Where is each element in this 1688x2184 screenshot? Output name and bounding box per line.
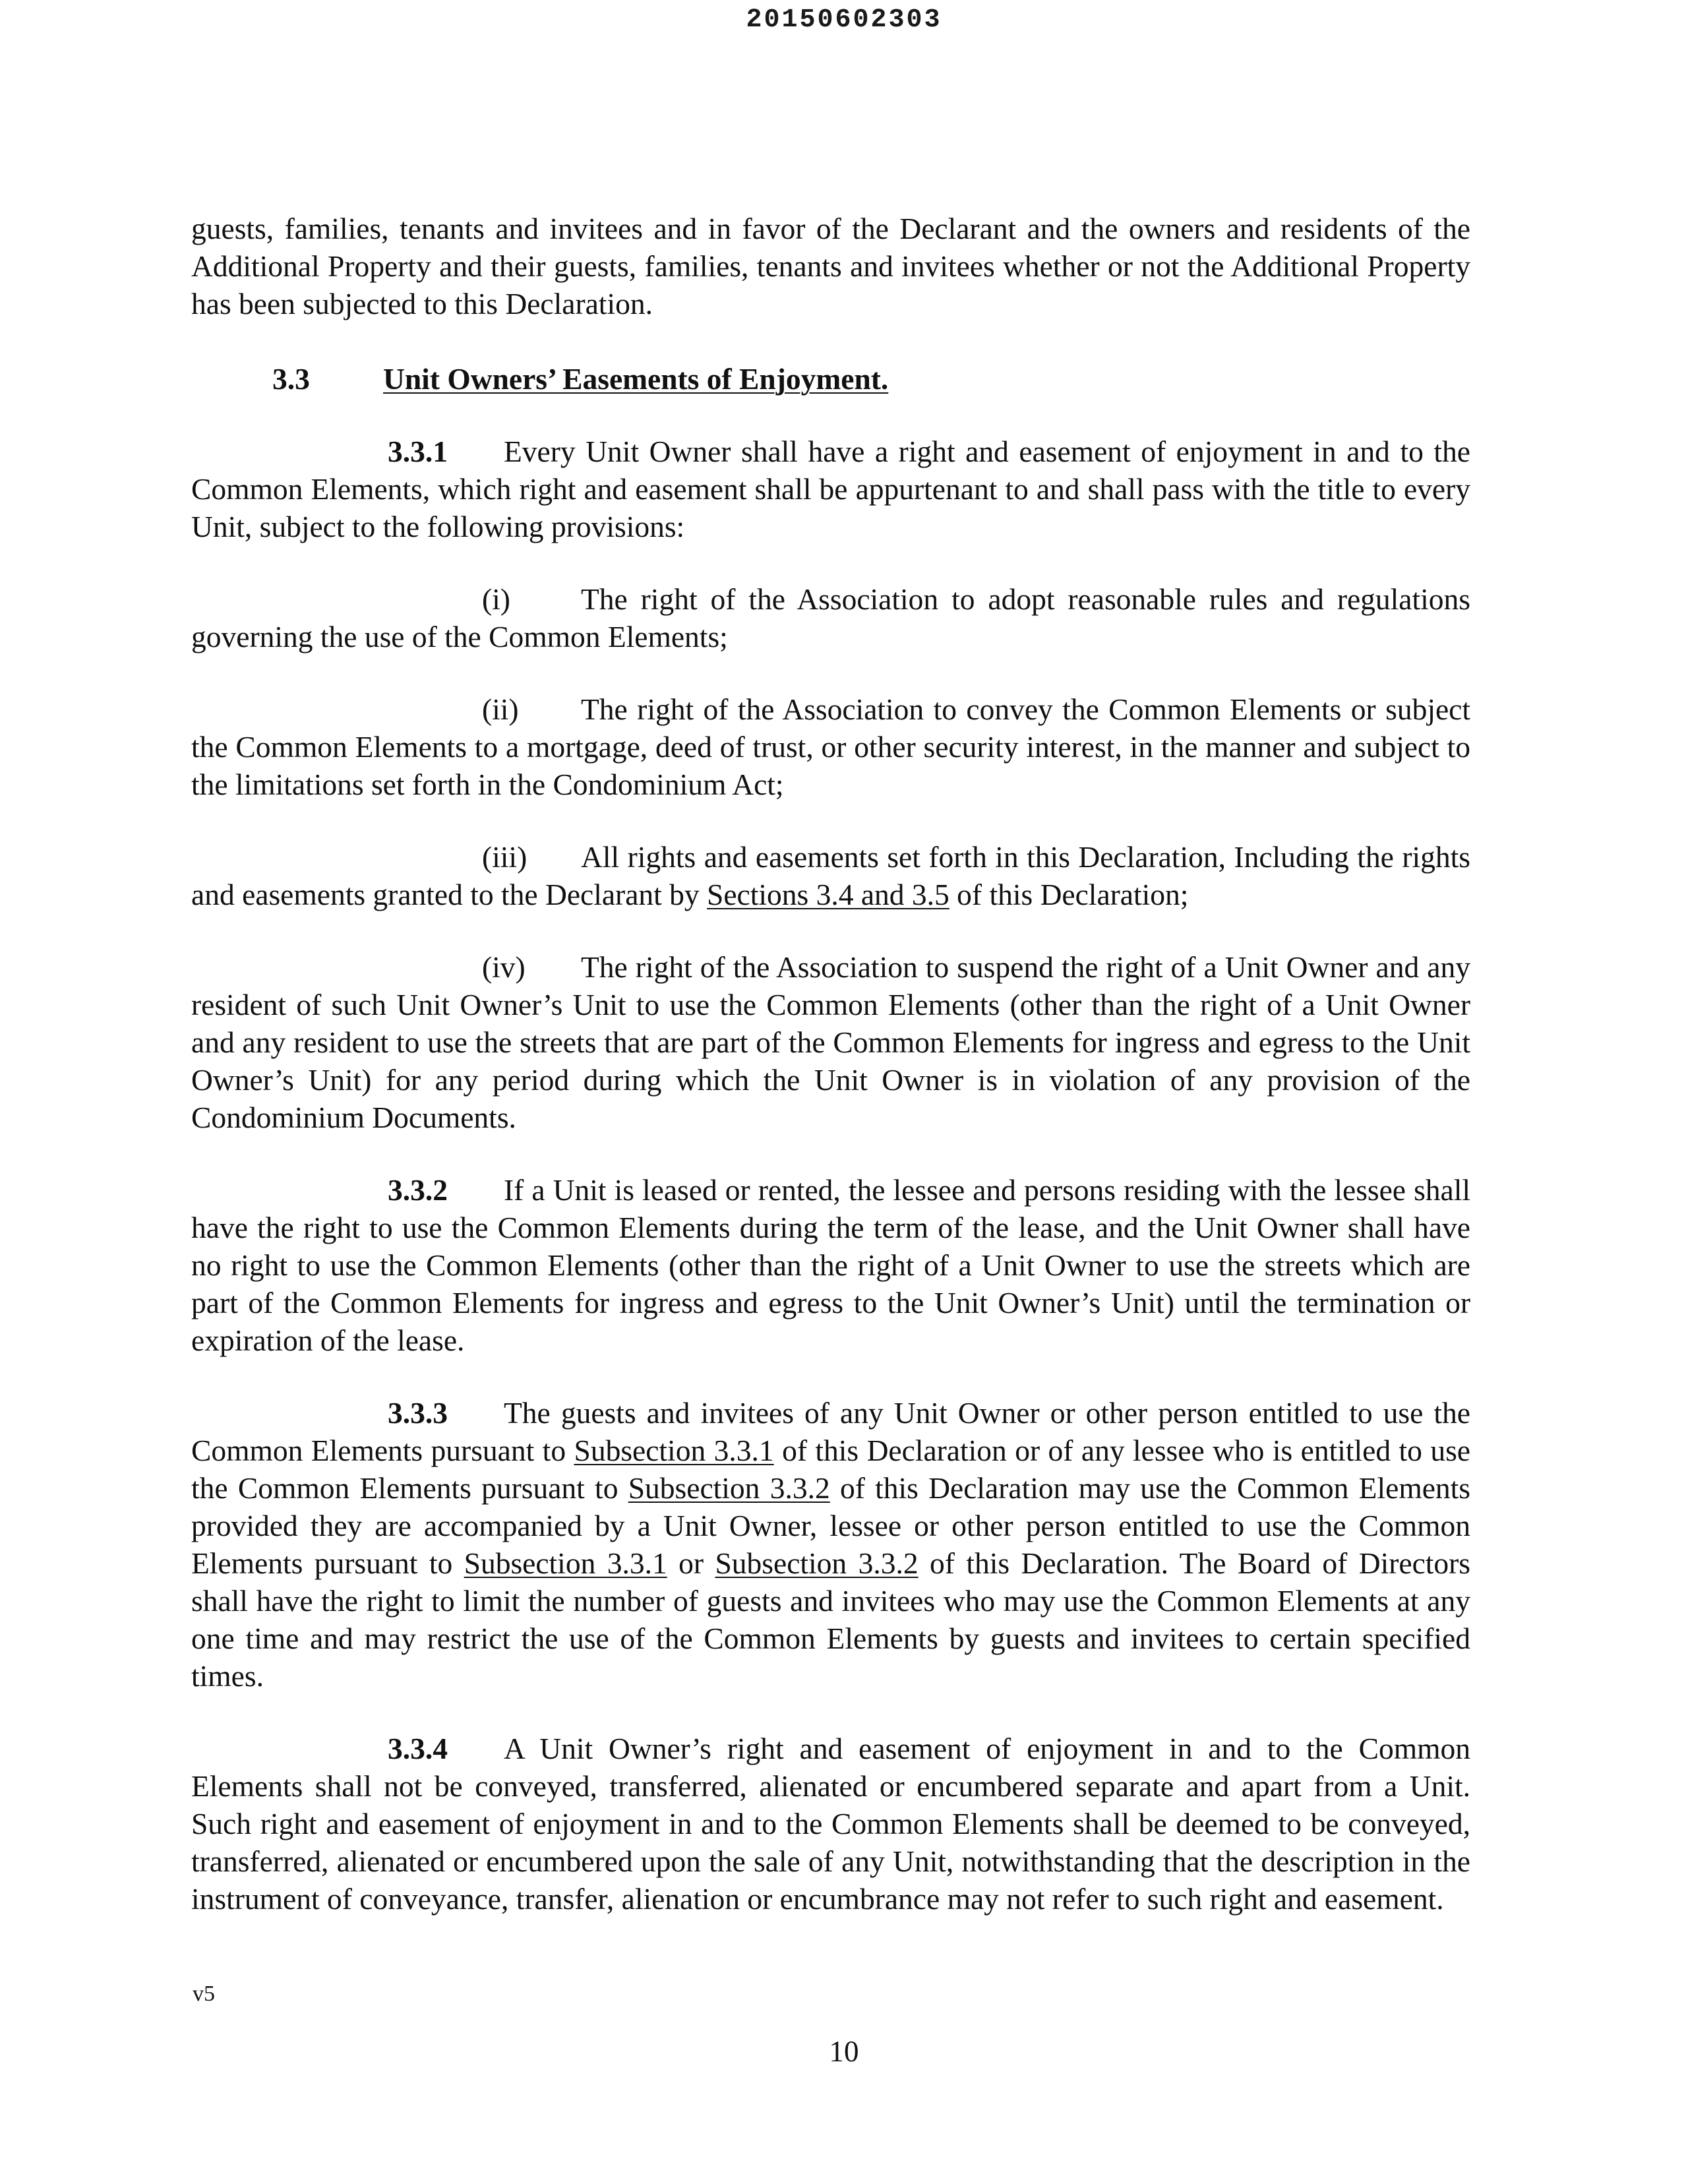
subsection-number: 3.3.4 [388,1732,448,1765]
subsection-text: If a Unit is leased or rented, the lessee and persons residing with the lessee shall have the right to use the Common Elements during the term of the lease, and the Unit Owner shall have no right to use the Common Elements (other than the right of a Unit Owner to use the streets which are part of the Common Elements for ingress and egress to the Unit Owner’s Unit) until the termination or expiration of the lease. [191,1173,1470,1357]
provision-ii [191,690,1470,803]
section-reference: Sections 3.4 and 3.5 [707,878,950,911]
provision-i [191,580,1470,655]
recording-number: 20150602303 [746,5,942,35]
provision-text: The right of the Association to suspend the right of a Unit Owner and any resident of such Unit Owner’s Unit to use the Common Elements (other than the right of a Unit Owner and any resident to use the streets that are part of the Common Elements for ingress and egress to the Unit Owner’s Unit) for any period during which the Unit Owner is in violation of any provision of the Condominium Documents. [191,950,1470,1134]
subsection-3-3-4 [191,1730,1470,1918]
subsection-number: 3.3.3 [388,1396,448,1430]
subsection-text: A Unit Owner’s right and easement of enjoyment in and to the Common Elements shall not be conveyed, transferred, alienated or encumbered separate and apart from a Unit. Such right and easement of enjoyment in and to the Common Elements shall be deemed to be conveyed, transferred, alienated or encumbered upon the sale of any Unit, notwithstanding that the description in the instrument of conveyance, transfer, alienation or encumbrance may not refer to such right and easement. [191,1732,1470,1916]
section-number: 3.3 [272,362,310,396]
version-label: v5 [193,1982,215,2006]
section-title: Unit Owners’ Easements of Enjoyment. [383,362,889,396]
page-number: 10 [829,2035,859,2068]
subsection-number: 3.3.1 [388,435,448,468]
provision-number: (i) [482,582,510,616]
subsection-3-3-1 [191,433,1470,545]
provision-number: (iii) [482,840,528,874]
section-heading [191,360,1470,398]
subsection-reference: Subsection 3.3.2 [715,1546,919,1580]
provision-number: (ii) [482,692,519,726]
provision-iv [191,948,1470,1136]
provision-text: The right of the Association to convey the Common Elements or subject the Common Elements to a mortgage, deed of trust, or other security interest, in the manner and subject to the limitations set forth in the Condominium Act; [191,692,1470,801]
subsection-text: The guests and invitees of any Unit Owner or other person entitled to use the Common Elements pursuant to [191,1396,1470,1467]
subsection-text: of this Declaration may use the Common Elements provided they are accompanied by a Unit Owner, lessee or other person entitled to use the Common Elements pursuant to [191,1471,1470,1580]
subsection-text: or [667,1546,715,1580]
subsection-3-3-3 [191,1394,1470,1695]
subsection-number: 3.3.2 [388,1173,448,1207]
provision-number: (iv) [482,950,526,984]
provision-iii [191,838,1470,913]
provision-text: All rights and easements set forth in this Declaration, Including the rights and easements granted to the Declarant by [191,840,1470,911]
subsection-reference: Subsection 3.3.1 [574,1434,774,1467]
document-body [191,210,1470,1953]
intro-paragraph: guests, families, tenants and invitees and in favor of the Declarant and the owners and residents of the Additional Property and their guests, families, tenants and invitees whether or not the Additional Property has been subjected to this Declaration. [191,212,1470,320]
provision-text: The right of the Association to adopt reasonable rules and regulations governing the use of the Common Elements; [191,582,1470,653]
subsection-text: Every Unit Owner shall have a right and easement of enjoyment in and to the Common Elements, which right and easement shall be appurtenant to and shall pass with the title to every Unit, subject to the following provisions: [191,435,1470,543]
provision-text-end: of this Declaration; [949,878,1189,911]
subsection-reference: Subsection 3.3.2 [628,1471,830,1505]
subsection-3-3-2 [191,1171,1470,1359]
subsection-reference: Subsection 3.3.1 [464,1546,667,1580]
subsection-text: of this Declaration or of any lessee who is entitled to use the Common Elements pursuant to [191,1434,1471,1505]
subsection-text: of this Declaration. The Board of Directors shall have the right to limit the number of guests and invitees who may use the Common Elements at any one time and may restrict the use of the Common Elements by guests and invitees to certain specified times. [191,1546,1471,1693]
